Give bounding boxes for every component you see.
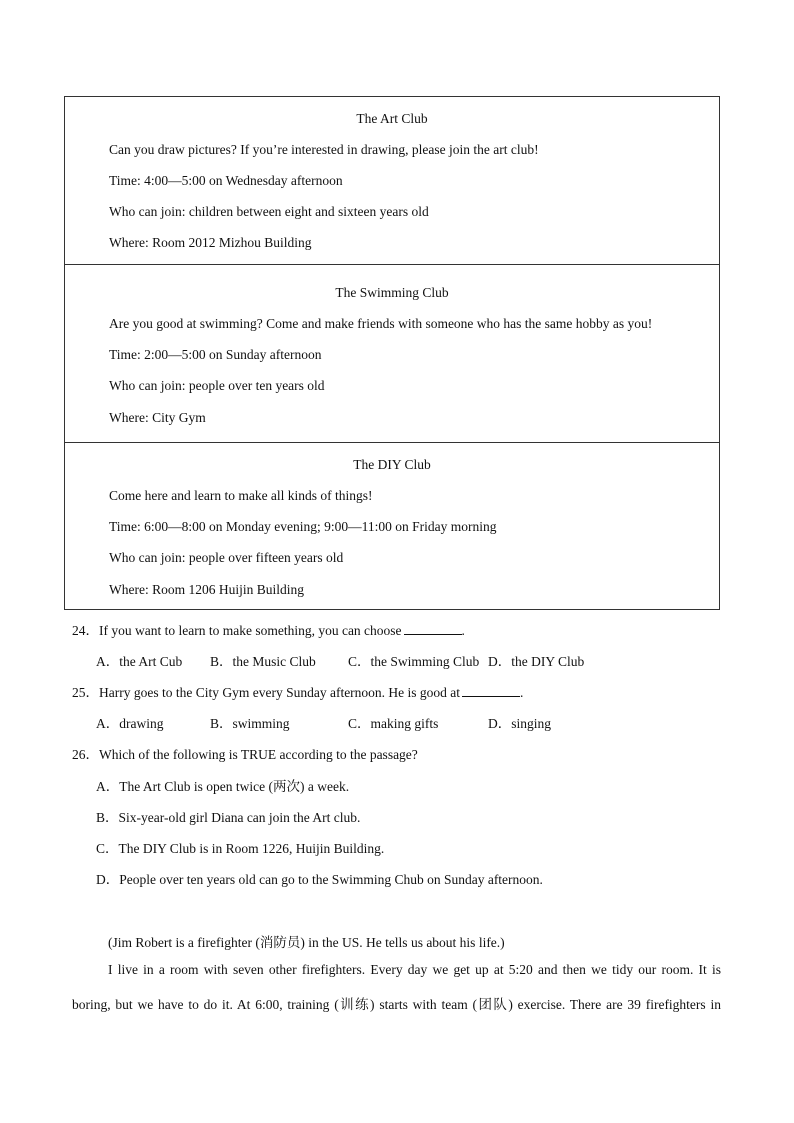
club-title: The DIY Club <box>353 457 431 472</box>
club-where: Where: City Gym <box>109 410 206 425</box>
option-b: B．the Music Club <box>210 654 316 669</box>
question-text: 25．Harry goes to the City Gym every Sunday afternoon. He is good at <box>72 685 461 700</box>
passage-intro: (Jim Robert is a firefighter (消防员) in the US. He tells us about his life.) <box>108 935 505 950</box>
answer-blank <box>462 684 520 697</box>
question-24-stem <box>72 619 465 639</box>
option-d: D．singing <box>488 716 552 731</box>
diy-club-box <box>65 442 719 609</box>
passage-line: I live in a room with seven other firefighters. Every day we get up at 5:20 and then we tidy our room. It is <box>108 962 721 977</box>
option-d: D．People over ten years old can go to the Swimming Chub on Sunday afternoon. <box>96 872 543 887</box>
club-who: Who can join: people over ten years old <box>109 378 325 393</box>
club-where: Where: Room 1206 Huijin Building <box>109 582 304 597</box>
passage-line: boring, but we have to do it. At 6:00, training (训练) starts with team (团队) exercise. There are 39 firefighters in <box>72 997 721 1012</box>
option-a: A．drawing <box>96 716 164 731</box>
option-d: D．the DIY Club <box>488 654 585 669</box>
question-end: . <box>520 685 524 700</box>
option-c: C．The DIY Club is in Room 1226, Huijin Building. <box>96 841 385 856</box>
club-time: Time: 4:00—5:00 on Wednesday afternoon <box>109 173 343 188</box>
club-time: Time: 6:00—8:00 on Monday evening; 9:00—11:00 on Friday morning <box>109 519 497 534</box>
option-b: B．swimming <box>210 716 290 731</box>
club-intro: Can you draw pictures? If you’re interested in drawing, please join the art club! <box>109 142 539 157</box>
option-b: B．Six-year-old girl Diana can join the Art club. <box>96 810 361 825</box>
question-end: . <box>461 623 465 638</box>
club-who: Who can join: people over fifteen years old <box>109 550 344 565</box>
answer-blank <box>404 622 462 635</box>
club-where: Where: Room 2012 Mizhou Building <box>109 235 312 250</box>
club-intro: Are you good at swimming? Come and make friends with someone who has the same hobby as you! <box>109 316 653 331</box>
clubs-table <box>64 96 720 610</box>
club-intro: Come here and learn to make all kinds of things! <box>109 488 373 503</box>
option-c: C．the Swimming Club <box>348 654 480 669</box>
club-title: The Swimming Club <box>335 285 449 300</box>
question-25-stem <box>72 681 523 701</box>
option-a: A．The Art Club is open twice (两次) a week. <box>96 779 350 794</box>
option-c: C．making gifts <box>348 716 439 731</box>
club-who: Who can join: children between eight and sixteen years old <box>109 204 429 219</box>
swimming-club-box <box>65 264 719 442</box>
art-club-box <box>65 97 719 264</box>
club-time: Time: 2:00—5:00 on Sunday afternoon <box>109 347 322 362</box>
option-a: A．the Art Cub <box>96 654 183 669</box>
question-26-stem: 26．Which of the following is TRUE according to the passage? <box>72 747 418 762</box>
question-text: 24．If you want to learn to make something, you can choose <box>72 623 402 638</box>
club-title: The Art Club <box>356 111 428 126</box>
